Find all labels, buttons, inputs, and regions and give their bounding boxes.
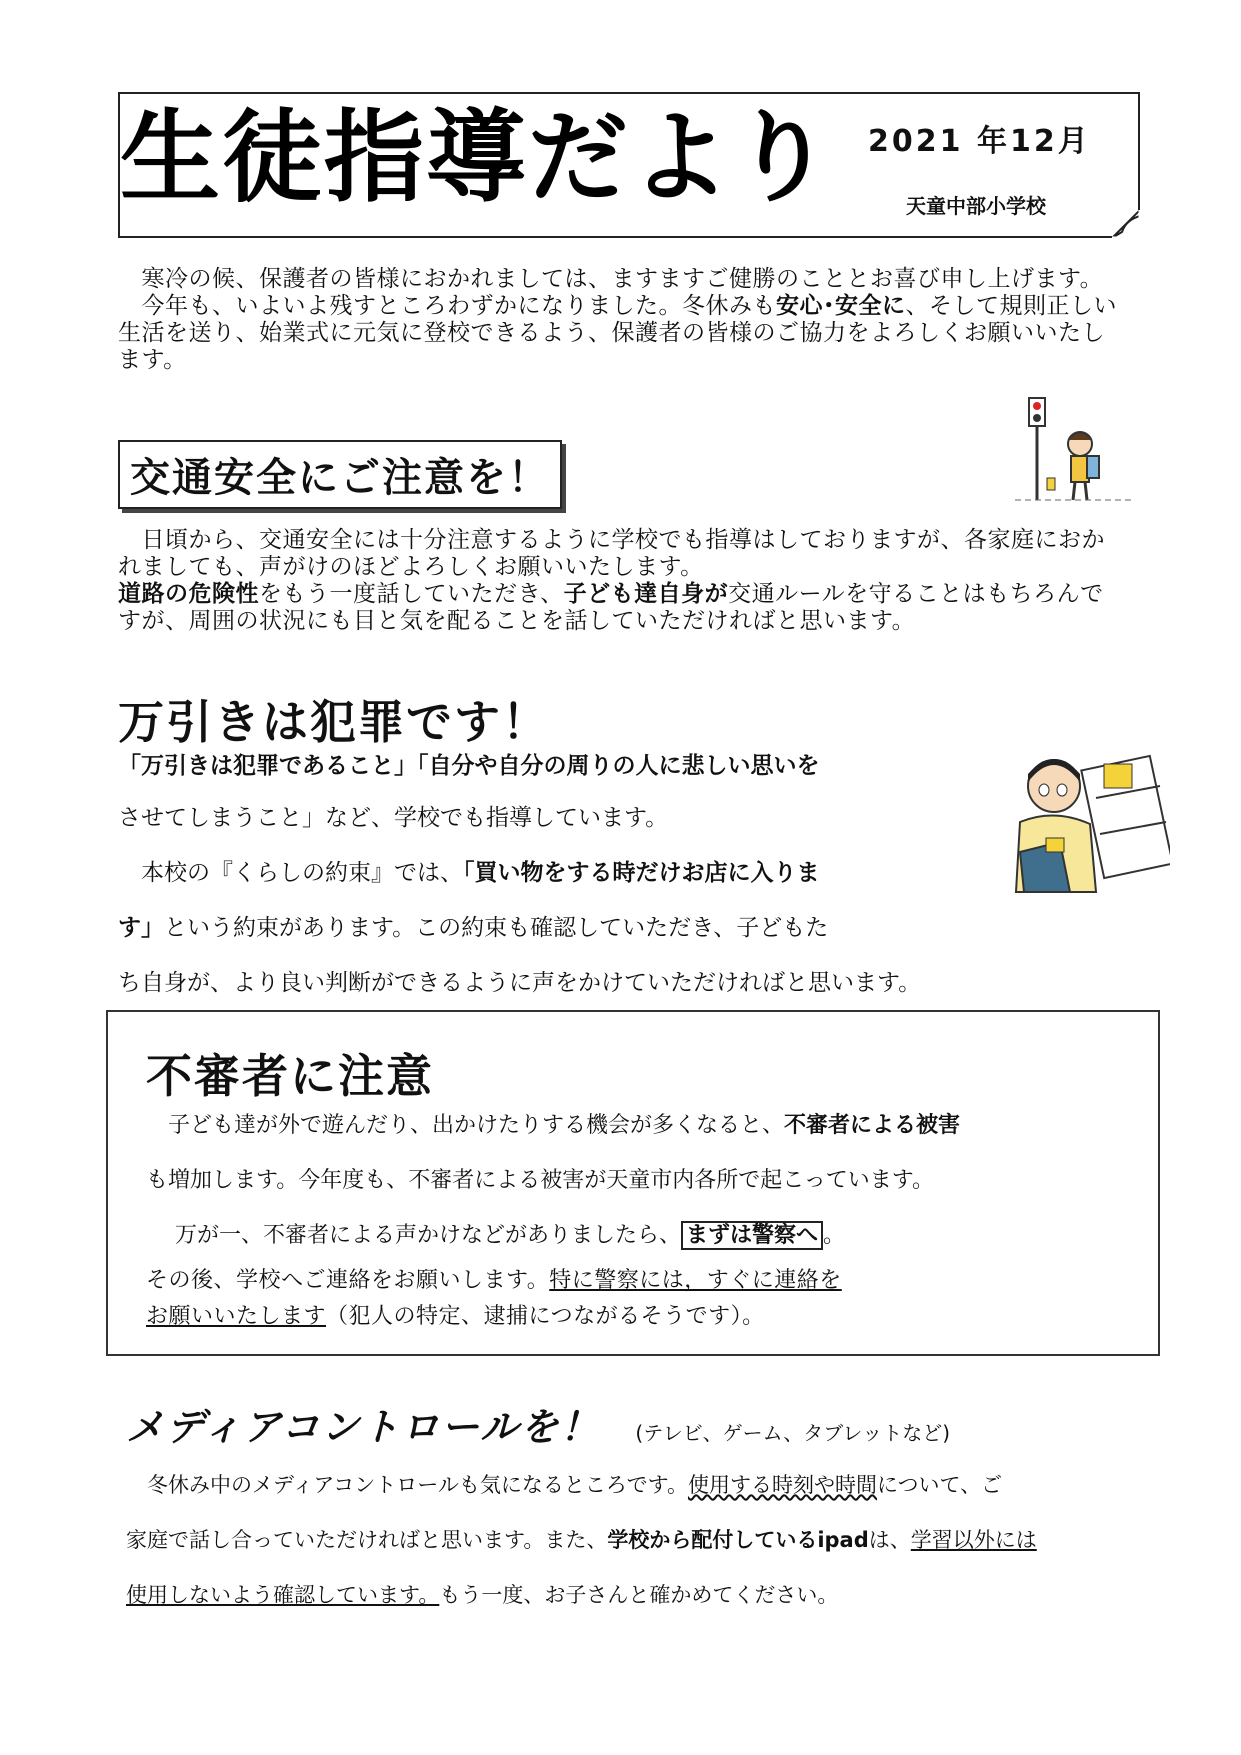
traffic-heading: 交通安全にご注意を！ — [118, 440, 562, 509]
stranger-heading: 不審者に注意 — [146, 1049, 434, 1103]
stranger-line-4: その後、学校へご連絡をお願いします。特に警察には，すぐに連絡を — [146, 1268, 842, 1293]
shoplifting-body — [118, 739, 998, 1011]
stranger-line-1: 子ども達が外で遊んだり、出かけたりする機会が多くなると、不審者による被害 — [146, 1113, 961, 1138]
shoplifting-line-3: 本校の『くらしの約束』では、「買い物をする時だけお店に入りま — [118, 860, 820, 886]
media-line-1: 冬休み中のメディアコントロールも気になるところです。使用する時刻や時間について、ご — [126, 1473, 1003, 1497]
media-body — [126, 1458, 1156, 1623]
intro-section — [118, 266, 1118, 374]
stranger-body — [146, 1098, 1151, 1335]
traffic-paragraph-2: 道路の危険性をもう一度話していただき、子ども達自身が交通ルールを守ることはもちろんですが、周囲の状況にも目と気を配ることを話していただければと思います。 — [118, 581, 1104, 634]
intro-paragraph-2: 今年も、いよいよ残すところわずかになりました。冬休みも安心･安全に、そして規則正しい生活を送り、始業式に元気に登校できるよう、保護者の皆様のご協力をよろしくお願いいたします。 — [118, 293, 1117, 373]
police-first-callout: まずは警察へ — [681, 1221, 823, 1250]
shoplifting-line-4: す」という約束があります。この約束も確認していただき、子どもた — [118, 915, 829, 941]
newsletter-title: 生徒指導だより — [120, 99, 834, 216]
shoplifting-line-1: 「万引きは犯罪であること」「自分や自分の周りの人に悲しい思いを — [118, 753, 820, 779]
stranger-line-3: 万が一、不審者による声かけなどがありましたら、 まずは警察へ 。 — [146, 1223, 846, 1248]
media-subheading: (テレビ、ゲーム、タブレットなど) — [635, 1421, 951, 1445]
shoplifting-line-5: ち自身が、より良い判断ができるように声をかけていただければと思います。 — [118, 970, 922, 996]
media-heading-row — [126, 1396, 950, 1451]
page-curl-decoration — [1112, 210, 1140, 238]
media-line-2: 家庭で話し合っていただければと思います。また、学校から配付しているipadは、学習以外には — [126, 1528, 1037, 1552]
media-heading: メディアコントロールを！ — [126, 1405, 601, 1449]
media-line-3: 使用しないよう確認しています。もう一度、お子さんと確かめてください。 — [126, 1583, 839, 1607]
issue-date: 2021 年12月 — [868, 124, 1091, 159]
shoplifting-heading: 万引きは犯罪です！ — [118, 695, 550, 749]
school-name: 天童中部小学校 — [906, 194, 1046, 218]
stranger-line-5: お願いいたします（犯人の特定、逮捕につながるそうです）。 — [146, 1304, 765, 1329]
shoplifting-line-2: させてしまうこと」など、学校でも指導しています。 — [118, 805, 669, 831]
traffic-paragraph-1: 日頃から、交通安全には十分注意するように学校でも指導はしておりますが、各家庭におかれましても、声がけのほどよろしくお願いいたします。 — [118, 527, 1105, 580]
intro-paragraph-1: 寒冷の候、保護者の皆様におかれましては、ますますご健勝のこととお喜び申し上げます。 — [118, 266, 1104, 292]
stranger-line-2: も増加します。今年度も、不審者による被害が天童市内各所で起こっています。 — [146, 1168, 935, 1193]
traffic-illustration — [1015, 396, 1135, 508]
shoplifting-illustration — [1000, 742, 1170, 912]
traffic-body — [118, 527, 1118, 635]
